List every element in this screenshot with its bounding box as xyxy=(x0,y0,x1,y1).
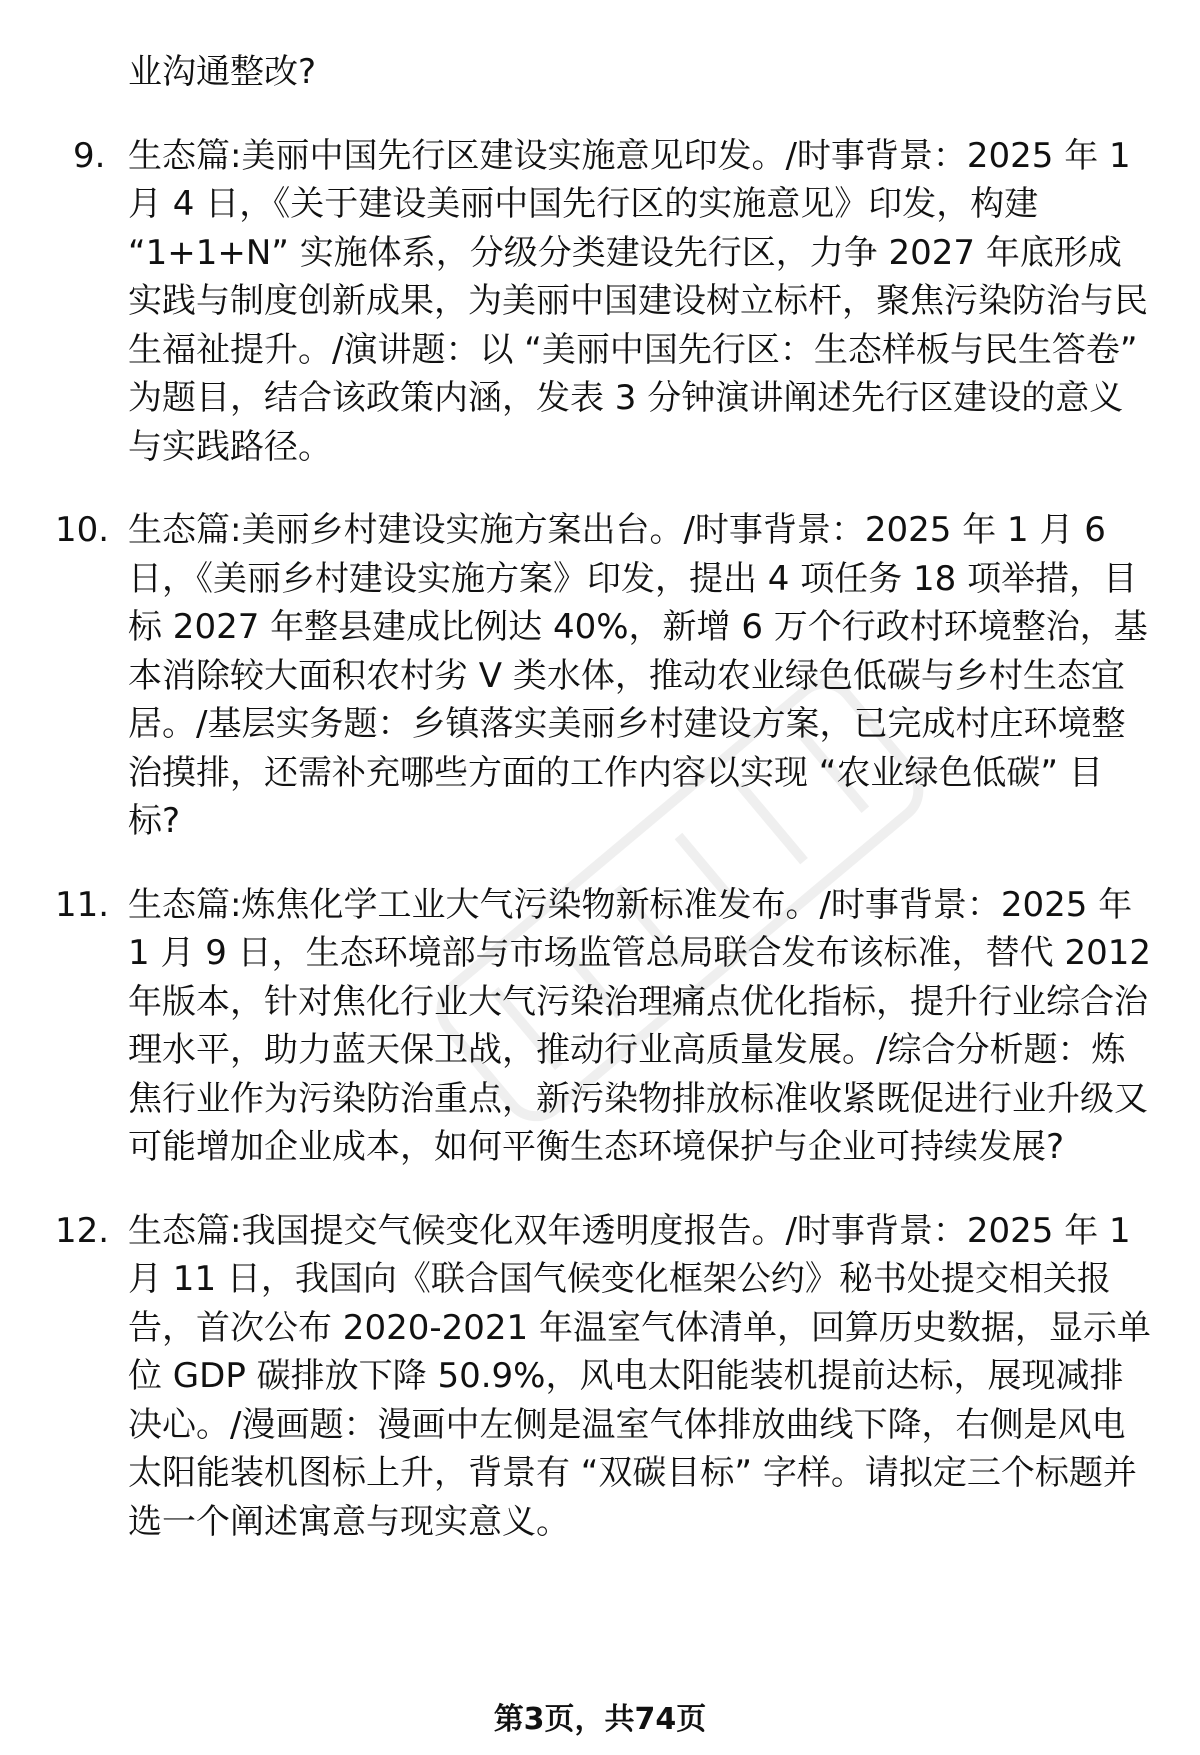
list-item-number: 11. xyxy=(55,884,110,925)
continued-text: 业沟通整改? xyxy=(128,52,317,92)
list-item xyxy=(55,132,1153,472)
list-item xyxy=(55,881,1153,1172)
list-item-number: 9. xyxy=(73,135,106,176)
list-item xyxy=(55,1207,1153,1547)
list-item xyxy=(55,506,1153,846)
list-item-number: 10. xyxy=(55,510,110,550)
page-footer: 第3页，共74页 xyxy=(493,1702,707,1737)
list-item-text: 生态篇:美丽中国先行区建设实施意见印发。/时事背景：2025 年 1 月 4 日，《关于建设美丽中国先行区的实施意见》印发，构建 “1+1+N” 实施体系，分级分类建设先行区，力争 2027 年底形成实践与制度创新成果，为美丽中国建设树立标杆，聚焦污染防治与民生福祉提升。/演讲题：以 “美丽中国先行区：生态样板与民生答卷” 为题目，结合该政策内涵，发表 3 分钟演讲阐述先行区建设的意义与实践路径。 xyxy=(128,135,1148,467)
document-body xyxy=(55,48,1153,1581)
list-item-number: 12. xyxy=(55,1210,110,1251)
list-item-text: 生态篇:美丽乡村建设实施方案出台。/时事背景：2025 年 1 月 6 日，《美丽乡村建设实施方案》印发，提出 4 项任务 18 项举措，目标 2027 年整县建成比例达 40%，新增 6 万个行政村环境整治，基本消除较大面积农村劣 V 类水体，推动农业绿色低碳与乡村生态宜居。/基层实务题：乡镇落实美丽乡村建设方案，已完成村庄环境整治摸排，还需补充哪些方面的工作内容以实现 “农业绿色低碳” 目标? xyxy=(128,510,1148,841)
list-item-text: 生态篇:炼焦化学工业大气污染物新标准发布。/时事背景：2025 年 1 月 9 日，生态环境部与市场监管总局联合发布该标准，替代 2012 年版本，针对焦化行业大气污染治理痛点优化指标，提升行业综合治理水平，助力蓝天保卫战，推动行业高质量发展。/综合分析题：炼焦行业作为污染防治重点，新污染物排放标准收紧既促进行业升级又可能增加企业成本，如何平衡生态环境保护与企业可持续发展? xyxy=(128,884,1152,1167)
list-item-text: 生态篇:我国提交气候变化双年透明度报告。/时事背景：2025 年 1 月 11 日，我国向《联合国气候变化框架公约》秘书处提交相关报告，首次公布 2020-2021 年温室气体清单，回算历史数据，显示单位 GDP 碳排放下降 50.9%，风电太阳能装机提前达标，展现减排决心。/漫画题：漫画中左侧是温室气体排放曲线下降，右侧是风电太阳能装机图标上升，背景有 “双碳目标” 字样。请拟定三个标题并选一个阐述寓意与现实意义。 xyxy=(128,1210,1151,1542)
